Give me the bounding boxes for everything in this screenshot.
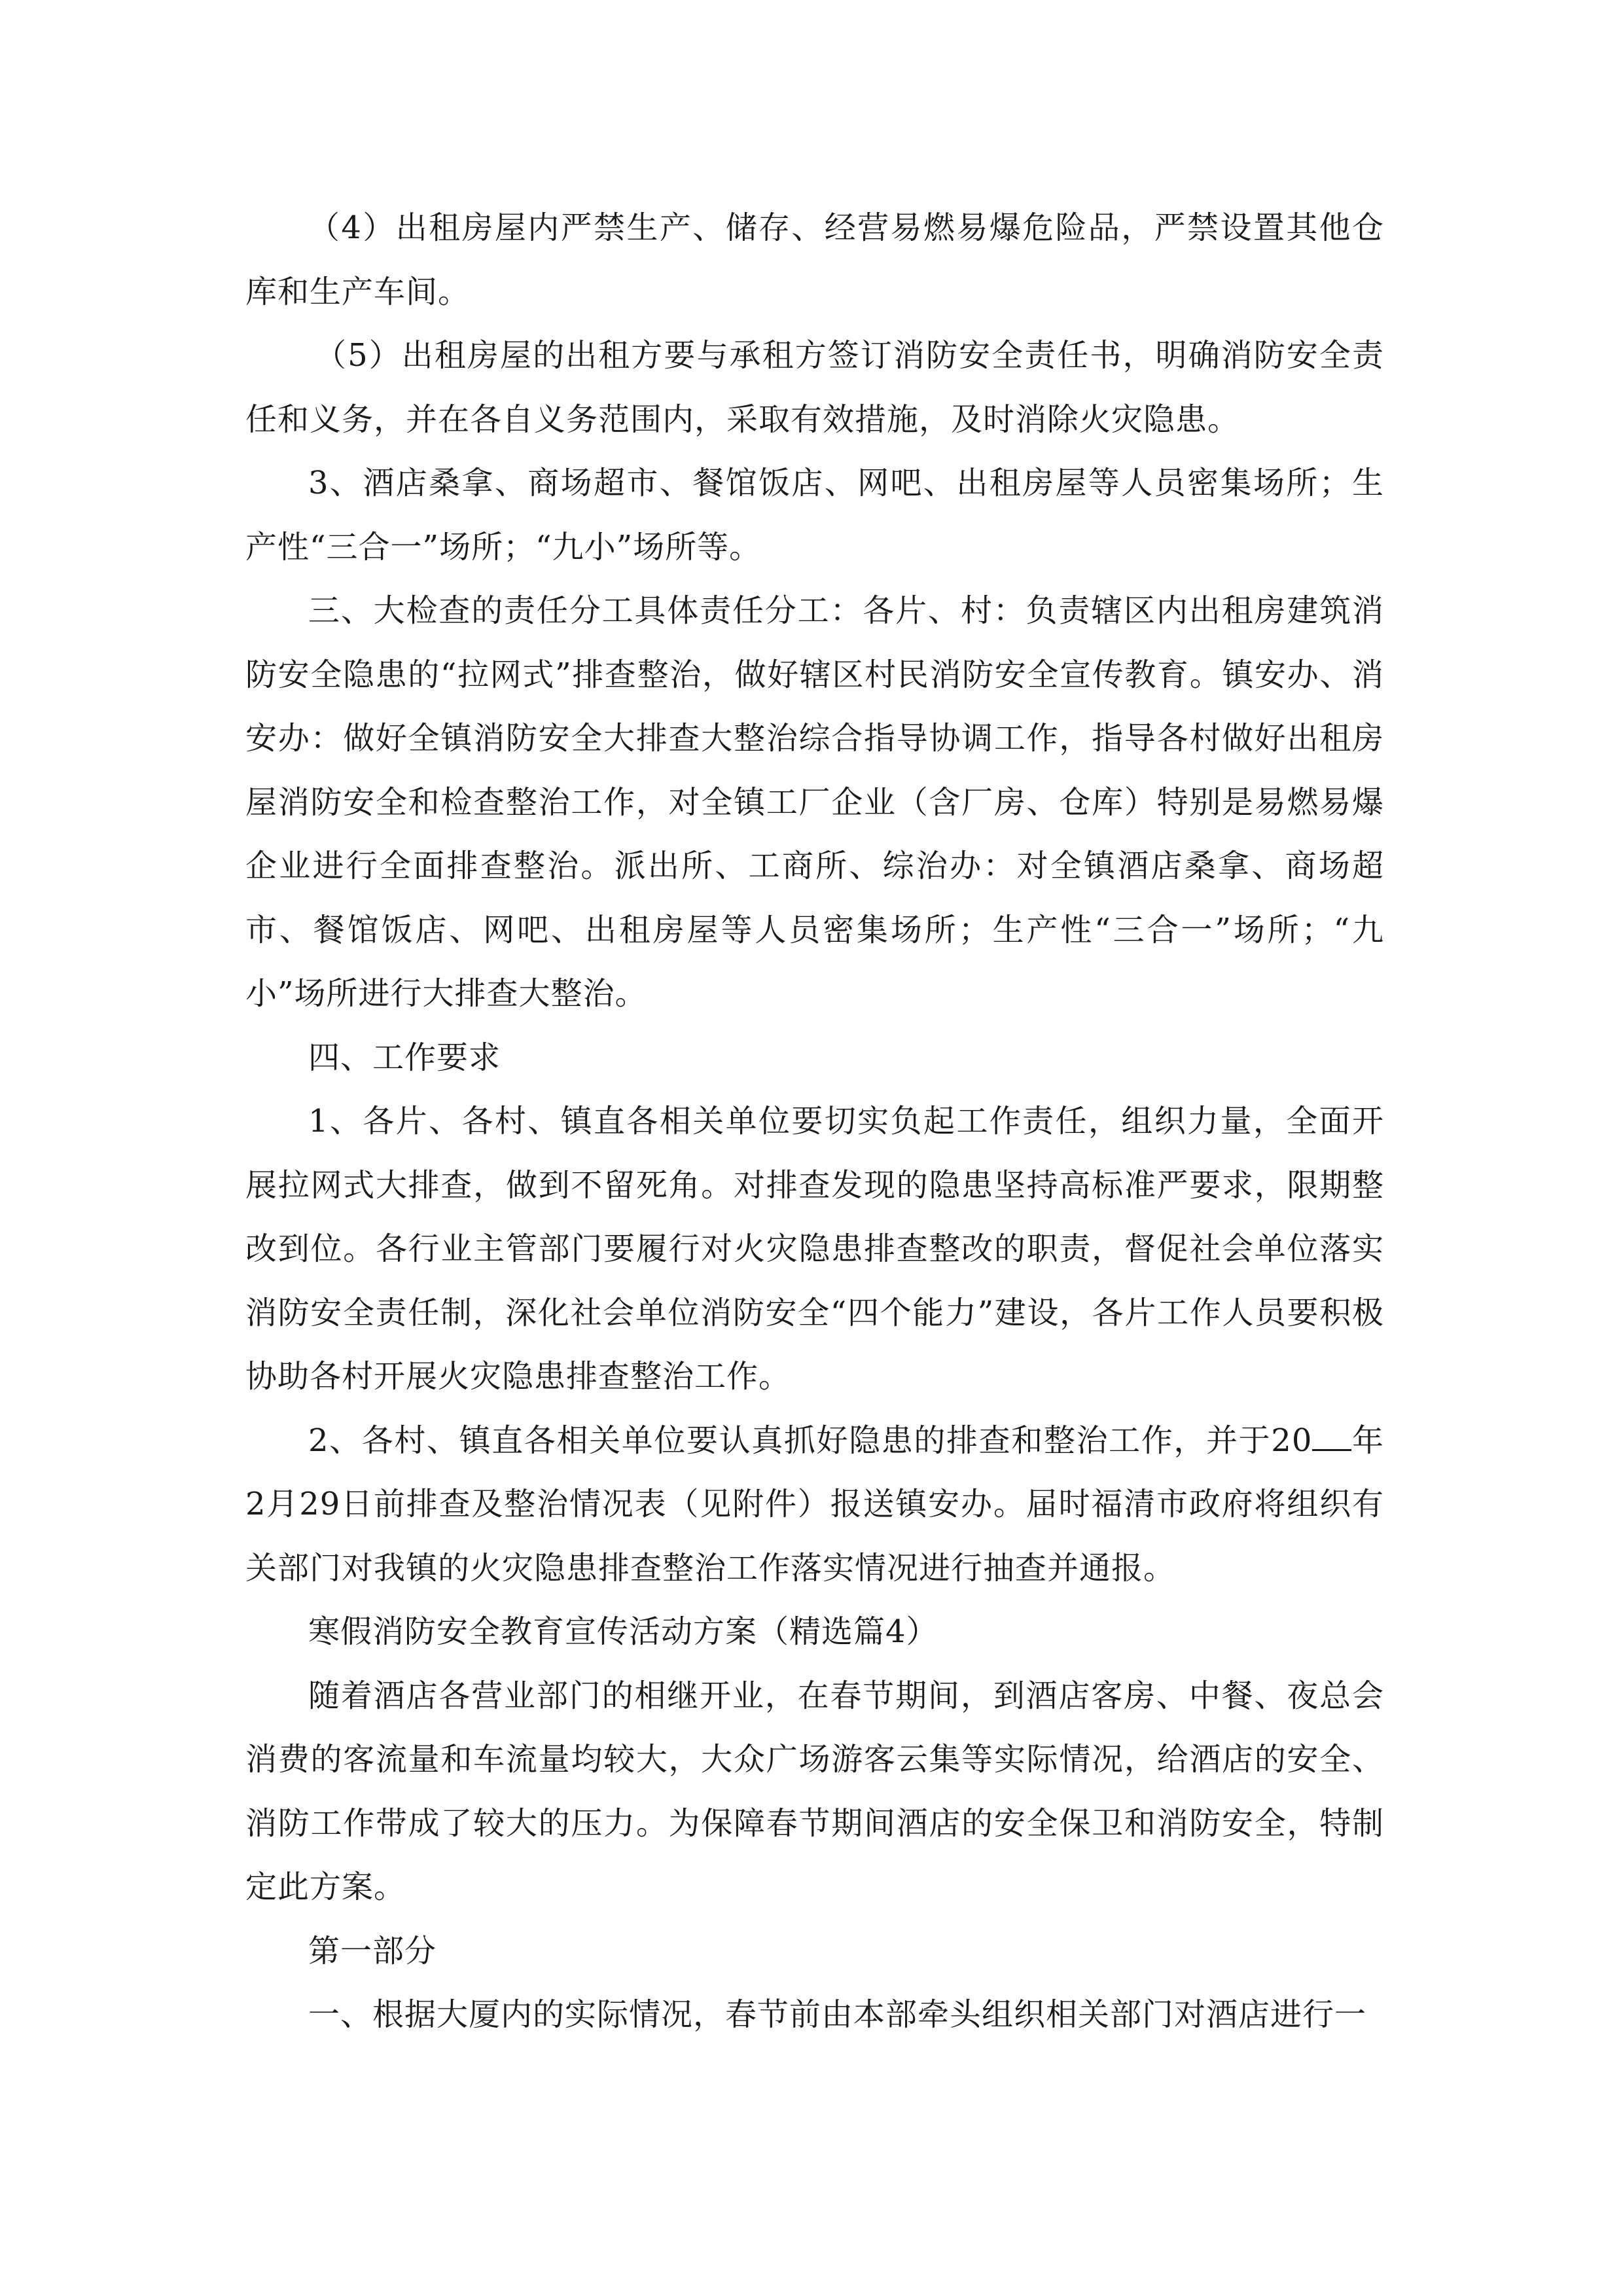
article-title-winter-fire-safety: 寒假消防安全教育宣传活动方案（精选篇4） xyxy=(308,1613,938,1650)
paragraph-spring-festival-intro: 随着酒店各营业部门的相继开业，在春节期间，到酒店客房、中餐、夜总会消费的客流量和车流量均较大，大众广场游客云集等实际情况，给酒店的安全、消防工作带成了较大的压力。为保障春节期间酒店的安全保卫和消防安全，特制定此方案。 xyxy=(245,1677,1384,1905)
year-blank-line xyxy=(1312,1423,1351,1451)
paragraph-building-inspection: 一、根据大厦内的实际情况，春节前由本部牵头组织相关部门对酒店进行一 xyxy=(308,1996,1367,2033)
requirement-2-part-b: 年2月29日前排查及整治情况表（见附件）报送镇安办。届时福清市政府将组织有关部门对我镇的火灾隐患排查整治工作落实情况进行抽查并通报。 xyxy=(245,1422,1384,1587)
paragraph-rental-responsibility: （5）出租房屋的出租方要与承租方签订消防安全责任书，明确消防安全责任和义务，并在各自义务范围内，采取有效措施，及时消除火灾隐患。 xyxy=(245,337,1384,438)
section-heading-work-requirements: 四、工作要求 xyxy=(308,1039,501,1076)
paragraph-requirement-1: 1、各片、各村、镇直各相关单位要切实负起工作责任，组织力量，全面开展拉网式大排查，做到不留死角。对排查发现的隐患坚持高标准严要求，限期整改到位。各行业主管部门要履行对火灾隐患排查整改的职责，督促社会单位落实消防安全责任制，深化社会单位消防安全“四个能力”建设，各片工作人员要积极协助各村开展火灾隐患排查整治工作。 xyxy=(245,1103,1384,1395)
paragraph-responsibility-division: 三、大检查的责任分工具体责任分工：各片、村：负责辖区内出租房建筑消防安全隐患的“拉网式”排查整治，做好辖区村民消防安全宣传教育。镇安办、消安办：做好全镇消防安全大排查大整治综合指导协调工作，指导各村做好出租房屋消防安全和检查整治工作，对全镇工厂企业（含厂房、仓库）特别是易燃易爆企业进行全面排查整治。派出所、工商所、综治办：对全镇酒店桑拿、商场超市、餐馆饭店、网吧、出租房屋等人员密集场所；生产性“三合一”场所；“九小”场所进行大排查大整治。 xyxy=(245,592,1384,1012)
paragraph-rental-hazard-ban: （4）出租房屋内严禁生产、储存、经营易燃易爆危险品，严禁设置其他仓库和生产车间。 xyxy=(245,209,1384,310)
section-heading-part-one: 第一部分 xyxy=(308,1932,437,1969)
requirement-2-part-a: 2、各村、镇直各相关单位要认真抓好隐患的排查和整治工作，并于20 xyxy=(308,1422,1313,1459)
paragraph-requirement-2 xyxy=(245,1409,1384,1601)
paragraph-crowded-places: 3、酒店桑拿、商场超市、餐馆饭店、网吧、出租房屋等人员密集场所；生产性“三合一”场所；“九小”场所等。 xyxy=(245,465,1384,565)
document-body xyxy=(245,196,1384,2047)
